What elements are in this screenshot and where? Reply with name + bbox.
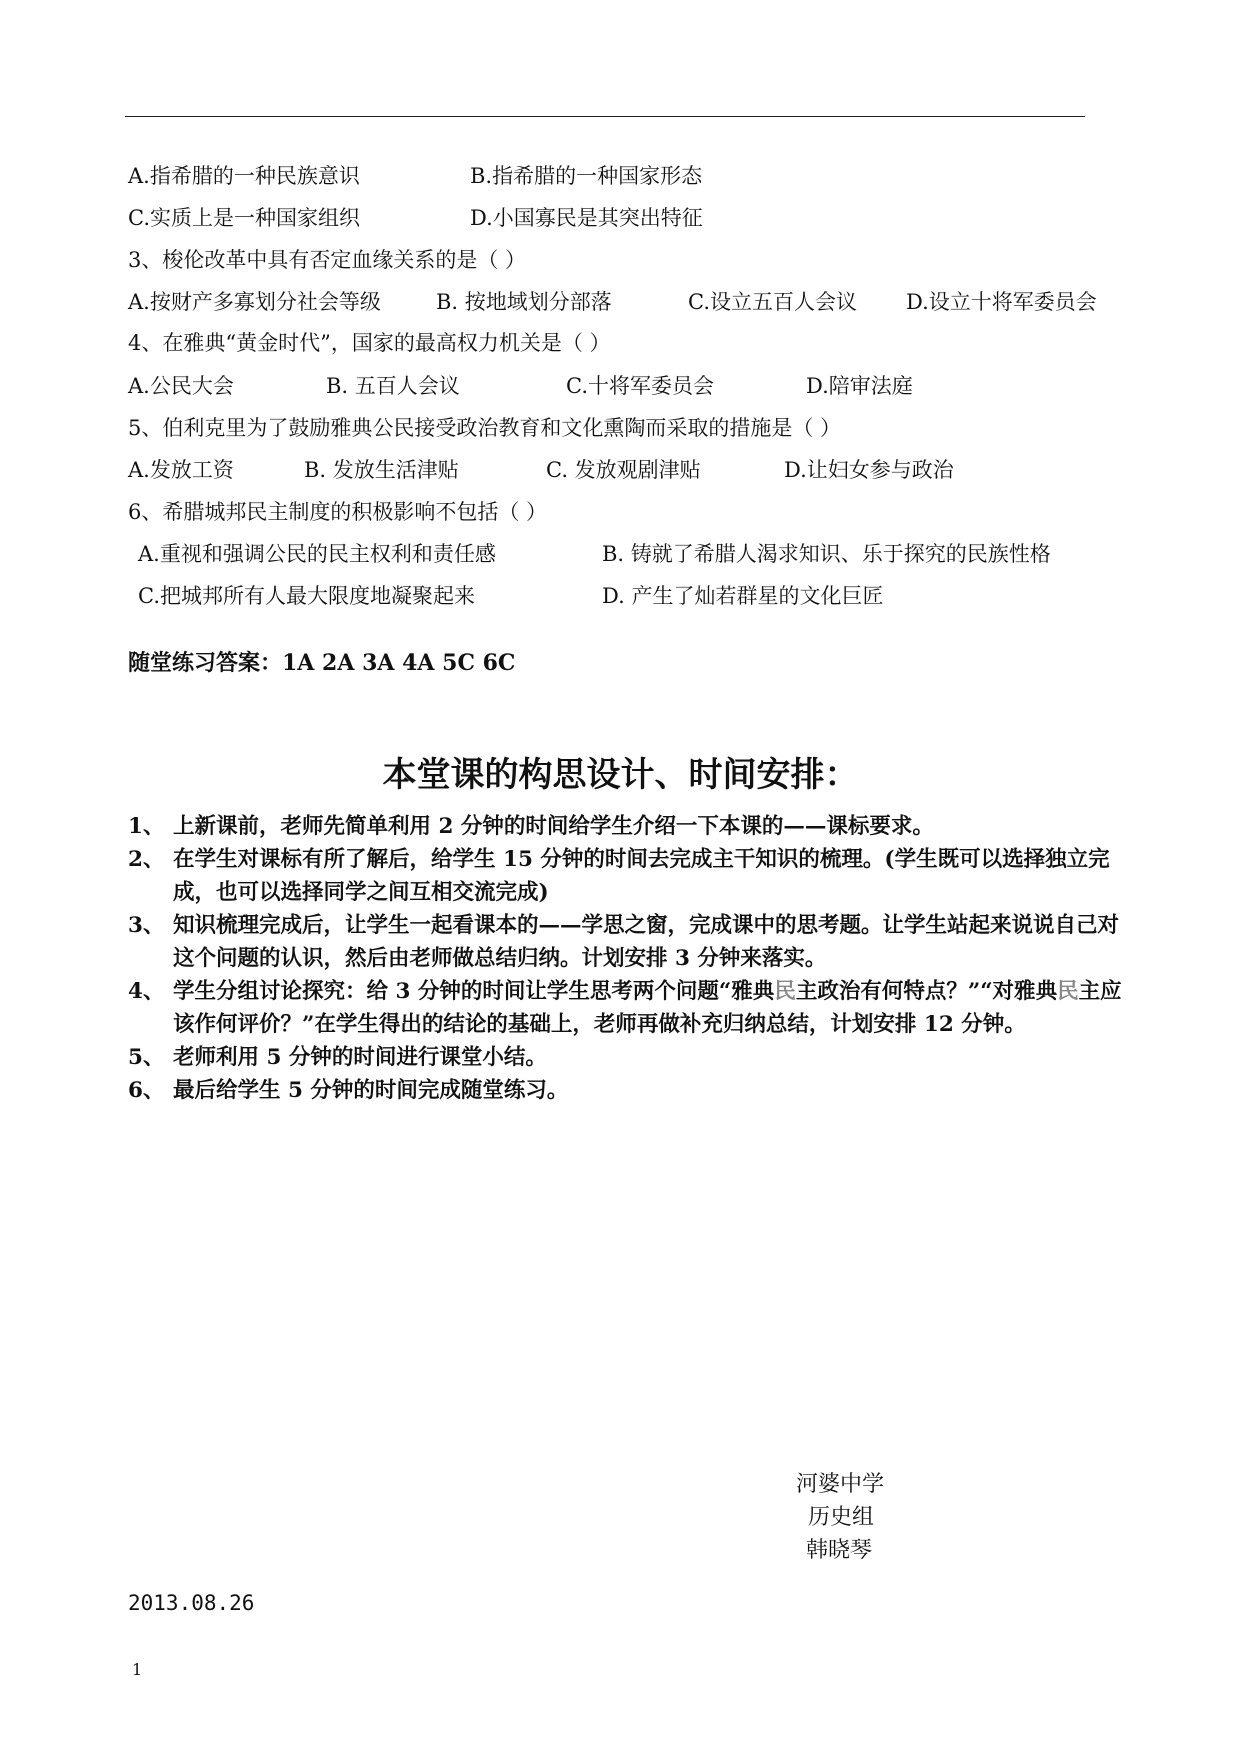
plan-list: [128, 810, 1128, 1107]
q4-option-c: C.十将军委员会: [566, 374, 714, 398]
q5-option-b: B. 发放生活津贴: [304, 458, 459, 482]
plan-item-number: 1、: [128, 814, 165, 839]
plan-title: 本堂课的构思设计、时间安排：: [382, 755, 859, 795]
plan-item-4-part-2: 主政治有何特点？”“对雅典: [795, 979, 1058, 1004]
q3-stem: 3、梭伦改革中具有否定血缘关系的是（ ）: [128, 248, 527, 272]
plan-item: [128, 909, 1128, 975]
plan-item-number: 6、: [128, 1078, 165, 1103]
q6-stem: 6、希腊城邦民主制度的积极影响不包括（ ）: [128, 500, 548, 524]
plan-item: [128, 1041, 1128, 1074]
plan-item-text: 老师利用 5 分钟的时间进行课堂小结。: [173, 1045, 547, 1070]
q3-option-a: A.按财产多寡划分社会等级: [128, 290, 381, 314]
q4-stem: 4、在雅典“黄金时代”，国家的最高权力机关是（ ）: [128, 331, 611, 355]
q5-stem: 5、伯利克里为了鼓励雅典公民接受政治教育和文化熏陶而采取的措施是（ ）: [128, 416, 842, 440]
plan-item-number: 2、: [128, 847, 165, 872]
q2-option-b: B.指希腊的一种国家形态: [470, 164, 703, 188]
plan-item-number: 5、: [128, 1045, 165, 1070]
plan-item-4-part-1: 学生分组讨论探究：给 3 分钟的时间让学生思考两个问题“雅典: [173, 979, 775, 1004]
q4-option-d: D.陪审法庭: [806, 374, 913, 398]
plan-item-text: 最后给学生 5 分钟的时间完成随堂练习。: [173, 1078, 569, 1103]
q3-option-c: C.设立五百人会议: [688, 290, 857, 314]
q2-option-d: D.小国寡民是其突出特征: [470, 206, 703, 230]
plan-item-4-part-3: 主应该作何评价？”在学生得出的结论的基础上，老师再做补充归纳总结，计划安排 12 分钟。: [173, 979, 1122, 1037]
q5-option-c: C. 发放观剧津贴: [546, 458, 701, 482]
q4-option-b: B. 五百人会议: [326, 374, 460, 398]
q5-option-d: D.让妇女参与政治: [784, 458, 954, 482]
signature-name: 韩晓琴: [806, 1538, 873, 1563]
plan-item-number: 4、: [128, 979, 165, 1004]
plan-item-text: [173, 975, 1128, 1041]
q5-option-a: A.发放工资: [128, 458, 234, 482]
header-rule: [125, 116, 1085, 117]
plan-item-text: 上新课前，老师先简单利用 2 分钟的时间给学生介绍一下本课的——课标要求。: [173, 814, 934, 839]
plan-item-number: 3、: [128, 913, 165, 938]
plan-item: [128, 1074, 1128, 1107]
plan-item-text: 知识梳理完成后，让学生一起看课本的——学思之窗，完成课中的思考题。让学生站起来说说自己对这个问题的认识，然后由老师做总结归纳。计划安排 3 分钟来落实。: [173, 913, 1120, 971]
q4-option-a: A.公民大会: [128, 374, 234, 398]
signature-school: 河婆中学: [796, 1472, 885, 1497]
q3-option-d: D.设立十将军委员会: [906, 290, 1097, 314]
q3-option-b: B. 按地域划分部落: [436, 290, 612, 314]
q6-option-c: C.把城邦所有人最大限度地凝聚起来: [138, 584, 475, 608]
document-date: 2013.08.26: [128, 1591, 255, 1615]
page-number: 1: [132, 1660, 143, 1679]
q6-option-b: B. 铸就了希腊人渴求知识、乐于探究的民族性格: [602, 542, 1051, 566]
plan-item-text: 在学生对课标有所了解后，给学生 15 分钟的时间去完成主干知识的梳理。(学生既可以选择独立完成，也可以选择同学之间互相交流完成): [173, 847, 1110, 905]
q6-option-a: A.重视和强调公民的民主权利和责任感: [138, 542, 496, 566]
q6-option-d: D. 产生了灿若群星的文化巨匠: [602, 584, 884, 608]
signature-group: 历史组: [808, 1505, 875, 1530]
q2-option-a: A.指希腊的一种民族意识: [128, 164, 360, 188]
plan-item: [128, 975, 1128, 1041]
plan-item-4-highlight-1: 民: [774, 979, 796, 1004]
answer-key: 随堂练习答案：1A 2A 3A 4A 5C 6C: [128, 650, 516, 676]
plan-item: [128, 810, 1128, 843]
plan-item: [128, 843, 1128, 909]
q2-option-c: C.实质上是一种国家组织: [128, 206, 360, 230]
plan-item-4-highlight-2: 民: [1057, 979, 1079, 1004]
